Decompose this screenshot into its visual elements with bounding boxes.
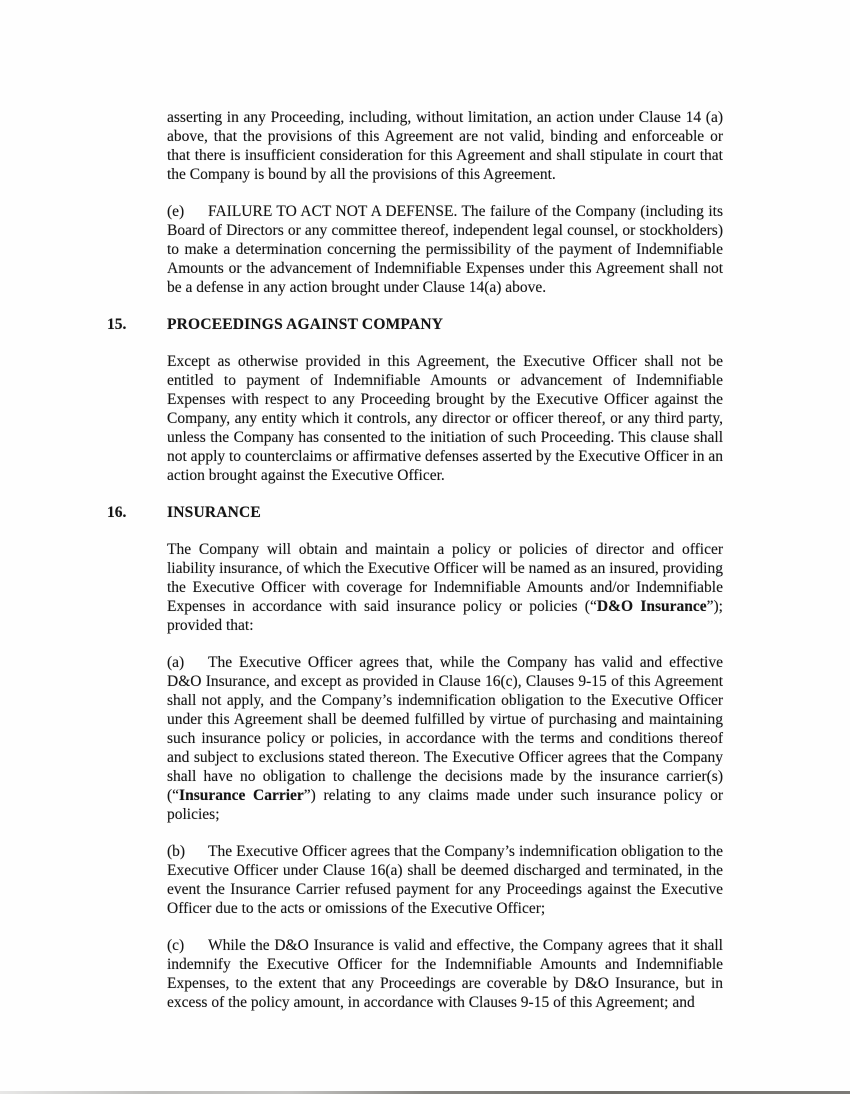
section-heading-title: PROCEEDINGS AGAINST COMPANY [167, 316, 444, 333]
continuation-paragraph [167, 108, 723, 184]
paragraph-text: The Company will obtain and maintain a policy or policies of director and officer liability insurance, of which the Executive Officer will be named as an insured, providing the Executive Officer with coverage for Indemnifiable Amounts and/or Indemnifiable Expenses in accordance with said insurance policy or policies (“ [167, 541, 723, 615]
clause-letter-label: (b) [167, 843, 186, 860]
clause-e-failure-to-act [167, 202, 723, 297]
clause-a [167, 653, 723, 824]
clause-letter-label: (c) [167, 937, 185, 954]
scan-edge-artifact [0, 1091, 850, 1094]
section-15-paragraph [167, 352, 723, 485]
section-15-heading [107, 315, 723, 334]
paragraph-text: asserting in any Proceeding, including, without limitation, an action under Clause 14 (a) above, that the provisions of this Agreement are not valid, binding and enforceable or that there is insufficient consideration for this Agreement and shall stipulate in court that the Company is bound by all the provisions of this Agreement. [167, 109, 723, 183]
paragraph-text: Except as otherwise provided in this Agreement, the Executive Officer shall not be entitled to payment of Indemnifiable Amounts or advancement of Indemnifiable Expenses with respect to any Proceeding brought by the Executive Officer against the Company, any entity which it controls, any director or officer thereof, or any third party, unless the Company has consented to the initiation of such Proceeding. This clause shall not apply to counterclaims or affirmative defenses asserted by the Executive Officer in an action brought against the Executive Officer. [167, 353, 723, 484]
section-16-intro-paragraph [167, 540, 723, 635]
paragraph-text: ”); provided that: [167, 598, 723, 634]
paragraph-text: The Executive Officer agrees that, while the Company has valid and effective D&O Insurance, and except as provided in Clause 16(c), Clauses 9-15 of this Agreement shall not apply, and the Company’s indemnification obligation to the Executive Officer under this Agreement shall be deemed fulfilled by virtue of purchasing and maintaining such insurance policy or policies, in accordance with the terms and conditions thereof and subject to exclusions stated thereon. The Executive Officer agrees that the Company shall have no obligation to challenge the decisions made by the insurance carrier(s) (“ [167, 654, 723, 804]
clause-b [167, 842, 723, 918]
clause-letter-label: (a) [167, 654, 185, 671]
paragraph-text: ”) relating to any claims made under such insurance policy or policies; [167, 787, 723, 823]
clause-c [167, 936, 723, 1012]
paragraph-text: FAILURE TO ACT NOT A DEFENSE. The failure of the Company (including its Board of Directors or any committee thereof, independent legal counsel, or stockholders) to make a determination concerning the permissibility of the payment of Indemnifiable Amounts or the advancement of Indemnifiable Expenses under this Agreement shall not be a defense in any action brought under Clause 14(a) above. [167, 203, 723, 296]
section-heading-title: INSURANCE [167, 504, 261, 521]
clause-number: 15. [107, 316, 127, 333]
defined-term-bold: Insurance Carrier [179, 787, 304, 804]
clause-letter-label: (e) [167, 203, 185, 220]
section-16-heading [107, 503, 723, 522]
defined-term-bold: D&O Insurance [596, 598, 707, 615]
clause-number: 16. [107, 504, 127, 521]
paragraph-text: The Executive Officer agrees that the Company’s indemnification obligation to the Executive Officer under Clause 16(a) shall be deemed discharged and terminated, in the event the Insurance Carrier refused payment for any Proceedings against the Executive Officer due to the acts or omissions of the Executive Officer; [167, 843, 723, 917]
paragraph-text: While the D&O Insurance is valid and effective, the Company agrees that it shall indemnify the Executive Officer for the Indemnifiable Amounts and Indemnifiable Expenses, to the extent that any Proceedings are coverable by D&O Insurance, but in excess of the policy amount, in accordance with Clauses 9-15 of this Agreement; and [167, 937, 723, 1011]
document-body [107, 108, 723, 1030]
